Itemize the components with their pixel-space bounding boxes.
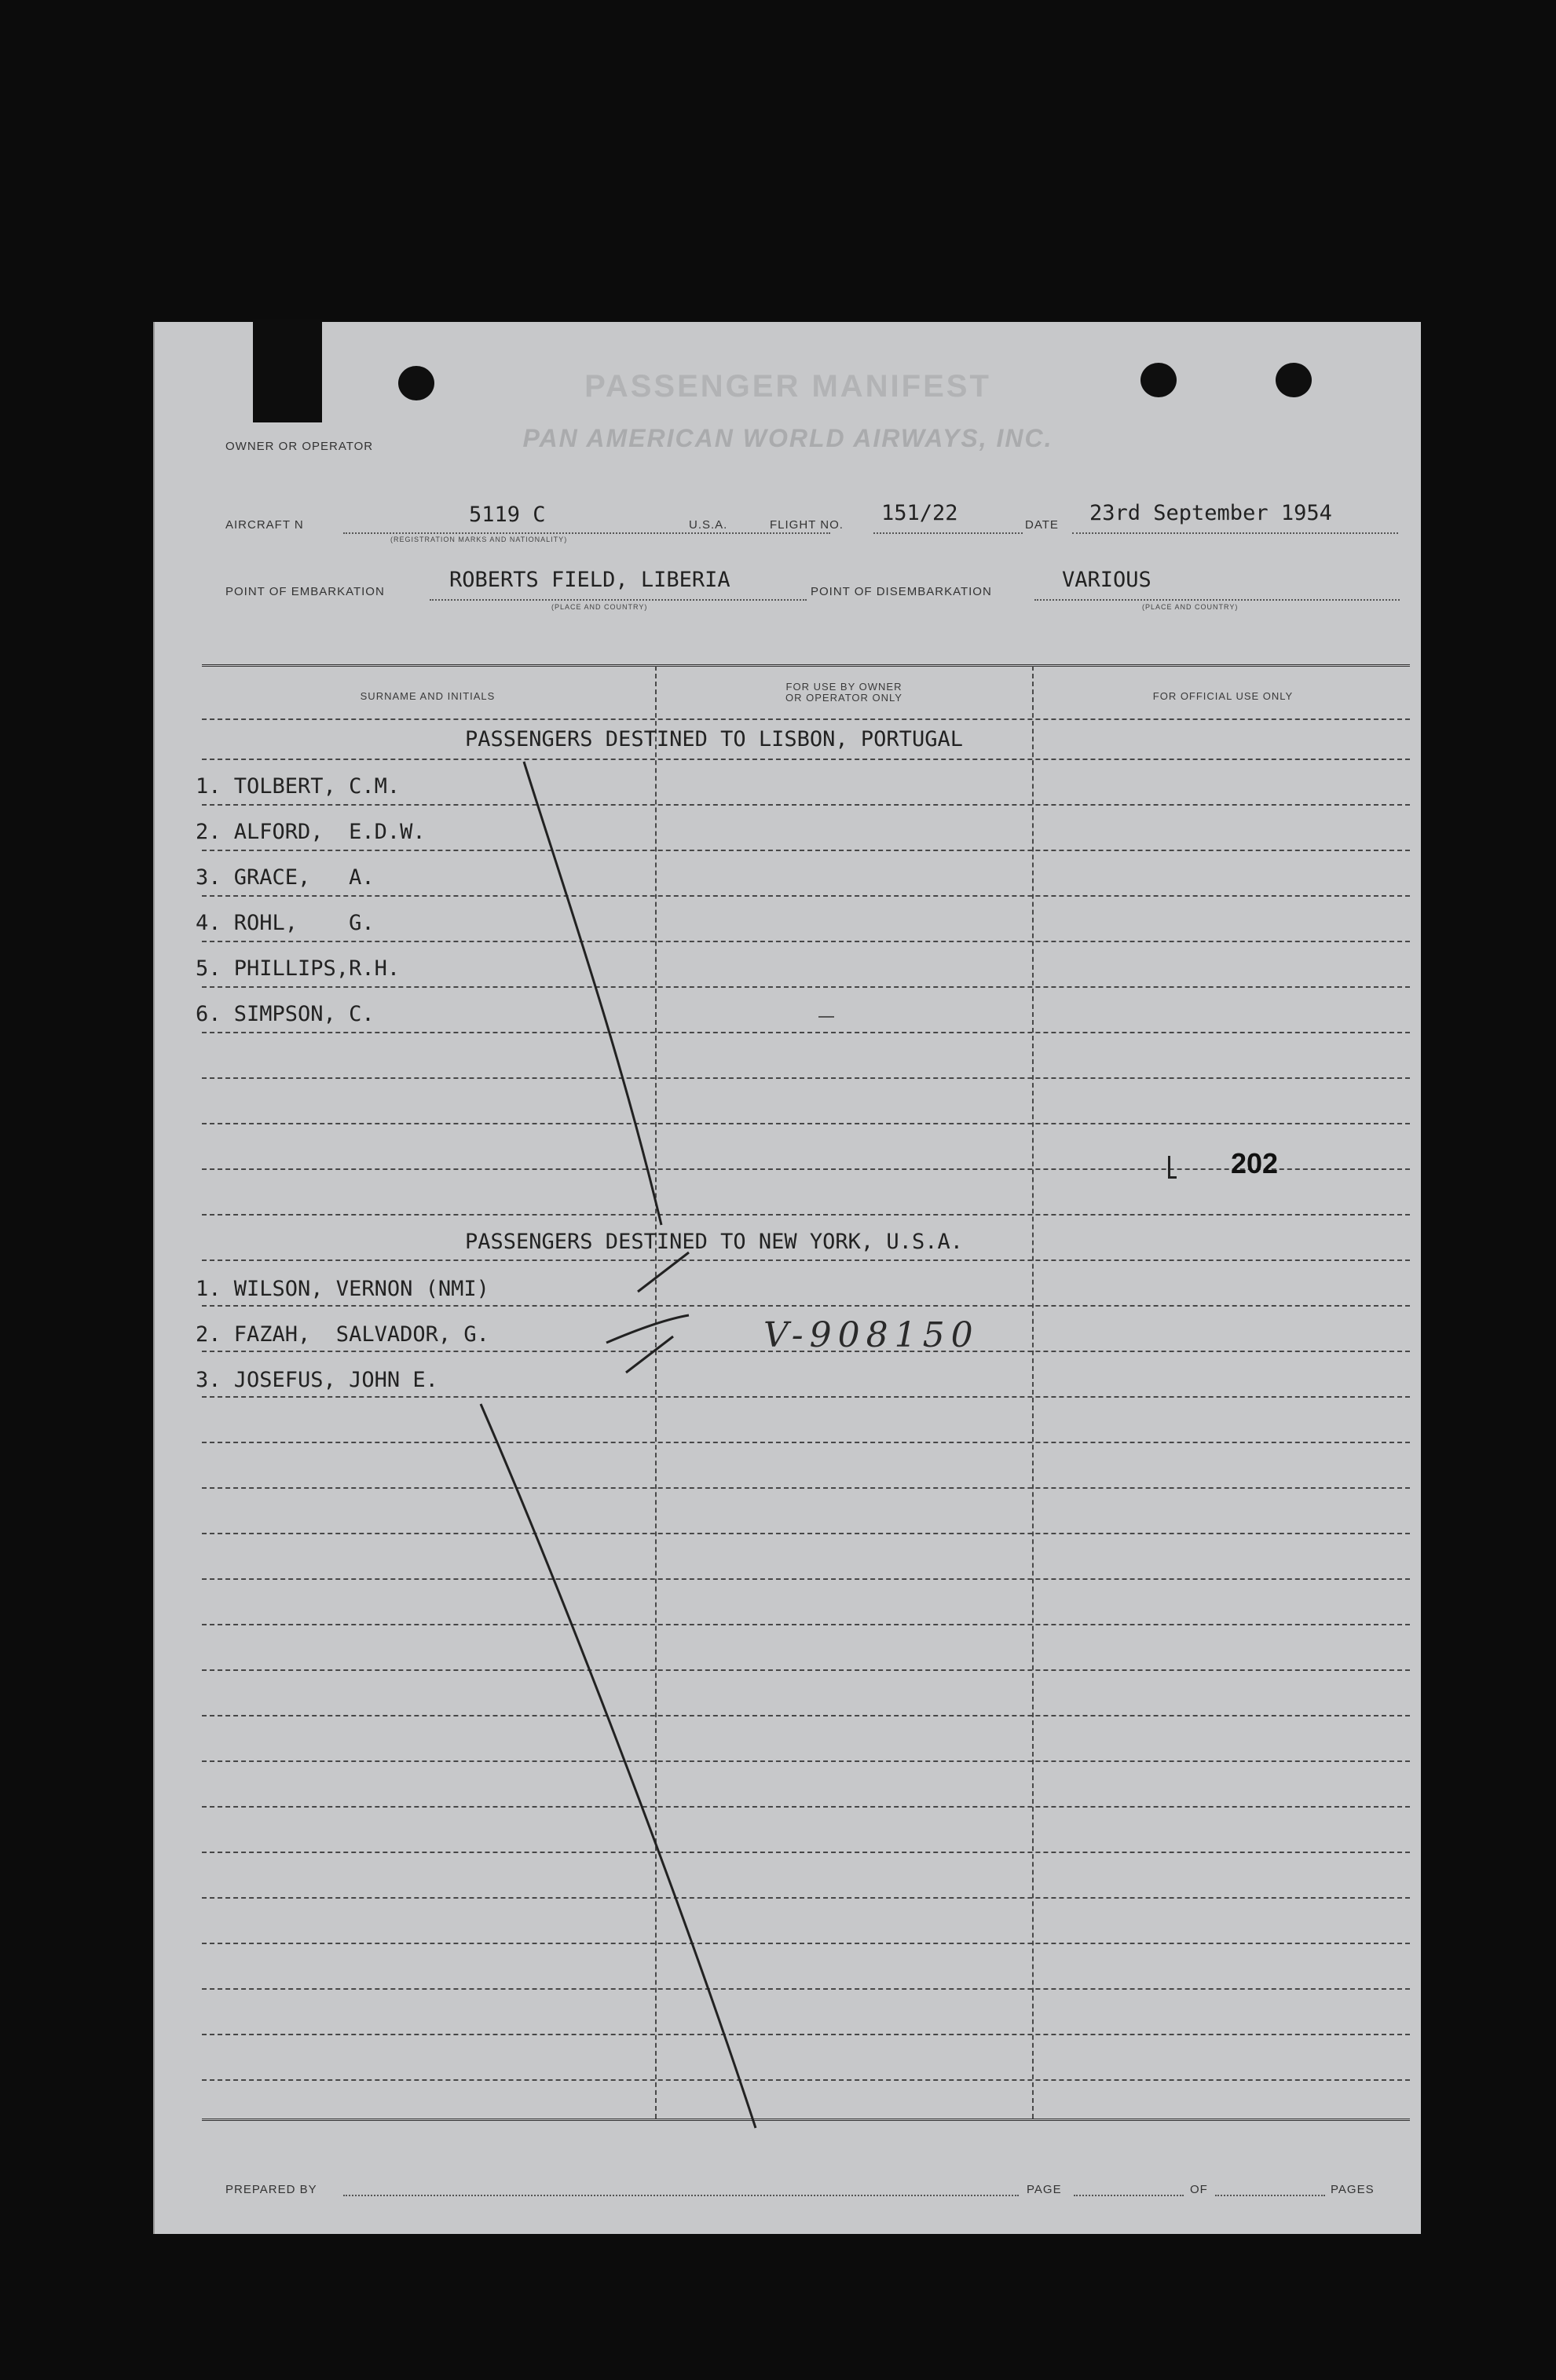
col-surname: SURNAME AND INITIALS	[360, 690, 496, 702]
of-label: OF	[1190, 2183, 1208, 2196]
disembarkation-label: POINT OF DISEMBARKATION	[811, 585, 992, 598]
embarkation-label: POINT OF EMBARKATION	[225, 585, 385, 598]
passenger-row: 2. FAZAH, SALVADOR, G.	[196, 1322, 489, 1347]
registration-note: (REGISTRATION MARKS AND NATIONALITY)	[390, 536, 568, 543]
manifest-page	[153, 322, 1421, 2234]
passenger-row: 3. JOSEFUS, JOHN E.	[196, 1368, 438, 1392]
passenger-row: 2. ALFORD, E.D.W.	[196, 820, 426, 844]
date-label: DATE	[1025, 518, 1059, 532]
pen-stroke	[481, 1404, 756, 2128]
pen-stroke	[606, 1315, 689, 1343]
passenger-row: 3. GRACE, A.	[196, 865, 375, 890]
col-official: FOR OFFICIAL USE ONLY	[1152, 690, 1294, 702]
aircraft-value: 5119 C	[469, 503, 546, 527]
stamp-number: 202	[1231, 1147, 1279, 1179]
handwritten-visa-number: V-908150	[763, 1315, 979, 1355]
prepared-by-label: PREPARED BY	[225, 2183, 317, 2196]
section-heading-new-york: PASSENGERS DESTINED TO NEW YORK, U.S.A.	[465, 1230, 963, 1254]
page-underline	[1074, 2195, 1184, 2196]
col-owner-use-line2: OR OPERATOR ONLY	[785, 692, 902, 704]
owner-operator-label: OWNER OR OPERATOR	[225, 440, 374, 453]
disembarkation-value: VARIOUS	[1062, 568, 1151, 592]
flight-value: 151/22	[881, 501, 958, 525]
passenger-row: 1. TOLBERT, C.M.	[196, 774, 401, 799]
pen-stroke	[626, 1336, 673, 1373]
place-note: (PLACE AND COUNTRY)	[1142, 603, 1239, 611]
form-title: PASSENGER MANIFEST	[584, 369, 991, 404]
pen-stroke	[524, 762, 661, 1225]
embarkation-value: ROBERTS FIELD, LIBERIA	[449, 568, 730, 592]
passenger-row: 5. PHILLIPS,R.H.	[196, 956, 401, 981]
pen-strokes	[155, 322, 1421, 2234]
col-owner-use-line1: FOR USE BY OWNER	[785, 681, 902, 693]
date-value: 23rd September 1954	[1089, 501, 1332, 525]
flight-label: FLIGHT NO.	[770, 518, 844, 532]
of-underline	[1215, 2195, 1325, 2196]
section-heading-lisbon: PASSENGERS DESTINED TO LISBON, PORTUGAL	[465, 727, 963, 751]
pen-stroke	[638, 1252, 689, 1292]
company-name: PAN AMERICAN WORLD AIRWAYS, INC.	[522, 424, 1053, 452]
passenger-row: 1. WILSON, VERNON (NMI)	[196, 1277, 489, 1301]
aircraft-label: AIRCRAFT N	[225, 518, 304, 532]
prepared-by-underline	[343, 2195, 1019, 2196]
page-label: PAGE	[1027, 2183, 1062, 2196]
passenger-row: 6. SIMPSON, C.	[196, 1002, 375, 1026]
usa-label: U.S.A.	[689, 518, 728, 532]
place-note: (PLACE AND COUNTRY)	[551, 603, 648, 611]
pages-label: PAGES	[1331, 2183, 1375, 2196]
passenger-row: 4. ROHL, G.	[196, 911, 375, 935]
